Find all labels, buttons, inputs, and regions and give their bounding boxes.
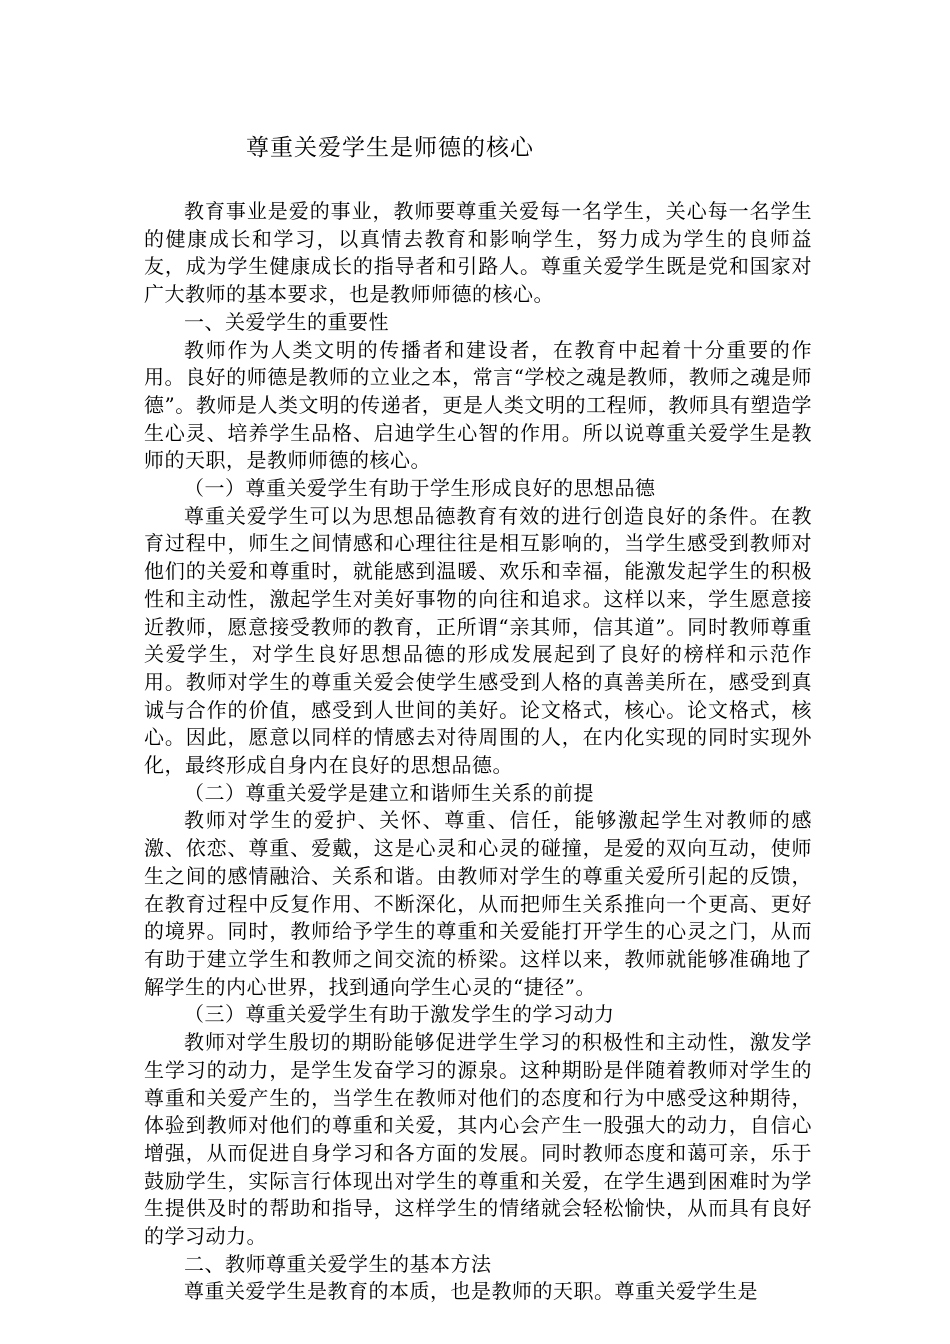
subsection-heading-1: （一）尊重关爱学生有助于学生形成良好的思想品德 — [184, 476, 656, 501]
subsection-heading-2: （二）尊重关爱学是建立和谐师生关系的前提 — [184, 780, 594, 805]
subsection-heading-3: （三）尊重关爱学生有助于激发学生的学习动力 — [184, 1002, 615, 1027]
paragraph-importance: 教师作为人类文明的传播者和建设者，在教育中起着十分重要的作用。良好的师德是教师的立业之本，常言“学校之魂是教师，教师之魂是师德”。教师是人类文明的传递者，更是人类文明的工程师，教师具有塑造学生心灵、培养学生品格、启迪学生心智的作用。所以说尊重关爱学生是教师的天职，是教师师德的核心。 — [144, 337, 812, 473]
section-heading-2: 二、教师尊重关爱学生的基本方法 — [184, 1251, 492, 1276]
section-heading-1: 一、关爱学生的重要性 — [184, 309, 389, 334]
paragraph-basic-methods: 尊重关爱学生是教育的本质，也是教师的天职。尊重关爱学生是 — [184, 1279, 758, 1304]
paragraph-learning-motivation: 教师对学生殷切的期盼能够促进学生学习的积极性和主动性，激发学生学习的动力，是学生发奋学习的源泉。这种期盼是伴随着教师对学生的尊重和关爱产生的，当学生在教师对他们的态度和行为中感受这种期待，体验到教师对他们的尊重和关爱，其内心会产生一股强大的动力，自信心增强，从而促进自身学习和各方面的发展。同时教师态度和蔼可亲，乐于鼓励学生，实际言行体现出对学生的尊重和关爱，在学生遇到困难时为学生提供及时的帮助和指导，这样学生的情绪就会轻松愉快，从而具有良好的学习动力。 — [144, 1030, 812, 1249]
paragraph-moral-character: 尊重关爱学生可以为思想品德教育有效的进行创造良好的条件。在教育过程中，师生之间情感和心理往往是相互影响的，当学生感受到教师对他们的关爱和尊重时，就能感到温暖、欢乐和幸福，能激发起学生的积极性和主动性，激起学生对美好事物的向往和追求。这样以来，学生愿意接近教师，愿意接受教师的教育，正所谓“亲其师，信其道”。同时教师尊重关爱学生，对学生良好思想品德的形成发展起到了良好的榜样和示范作用。教师对学生的尊重关爱会使学生感受到人格的真善美所在，感受到真诚与合作的价值，感受到人世间的美好。论文格式，核心。论文格式，核心。因此，愿意以同样的情感去对待周围的人，在内化实现的同时实现外化，最终形成自身内在良好的思想品德。 — [144, 503, 812, 778]
document-body — [144, 198, 812, 1306]
document-title: 尊重关爱学生是师德的核心 — [246, 135, 534, 161]
paragraph-intro: 教育事业是爱的事业，教师要尊重关爱每一名学生，关心每一名学生的健康成长和学习，以真情去教育和影响学生，努力成为学生的良师益友，成为学生健康成长的指导者和引路人。尊重关爱学生既是党和国家对广大教师的基本要求，也是教师师德的核心。 — [144, 199, 812, 307]
paragraph-teacher-student-relationship: 教师对学生的爱护、关怀、尊重、信任，能够激起学生对教师的感激、依恋、尊重、爱戴，这是心灵和心灵的碰撞，是爱的双向互动，使师生之间的感情融洽、关系和谐。由教师对学生的尊重关爱所引起的反馈，在教育过程中反复作用、不断深化，从而把师生关系推向一个更高、更好的境界。同时，教师给予学生的尊重和关爱能打开学生的心灵之门，从而有助于建立学生和教师之间交流的桥梁。这样以来，教师就能够准确地了解学生的内心世界，找到通向学生心灵的“捷径”。 — [144, 808, 812, 999]
